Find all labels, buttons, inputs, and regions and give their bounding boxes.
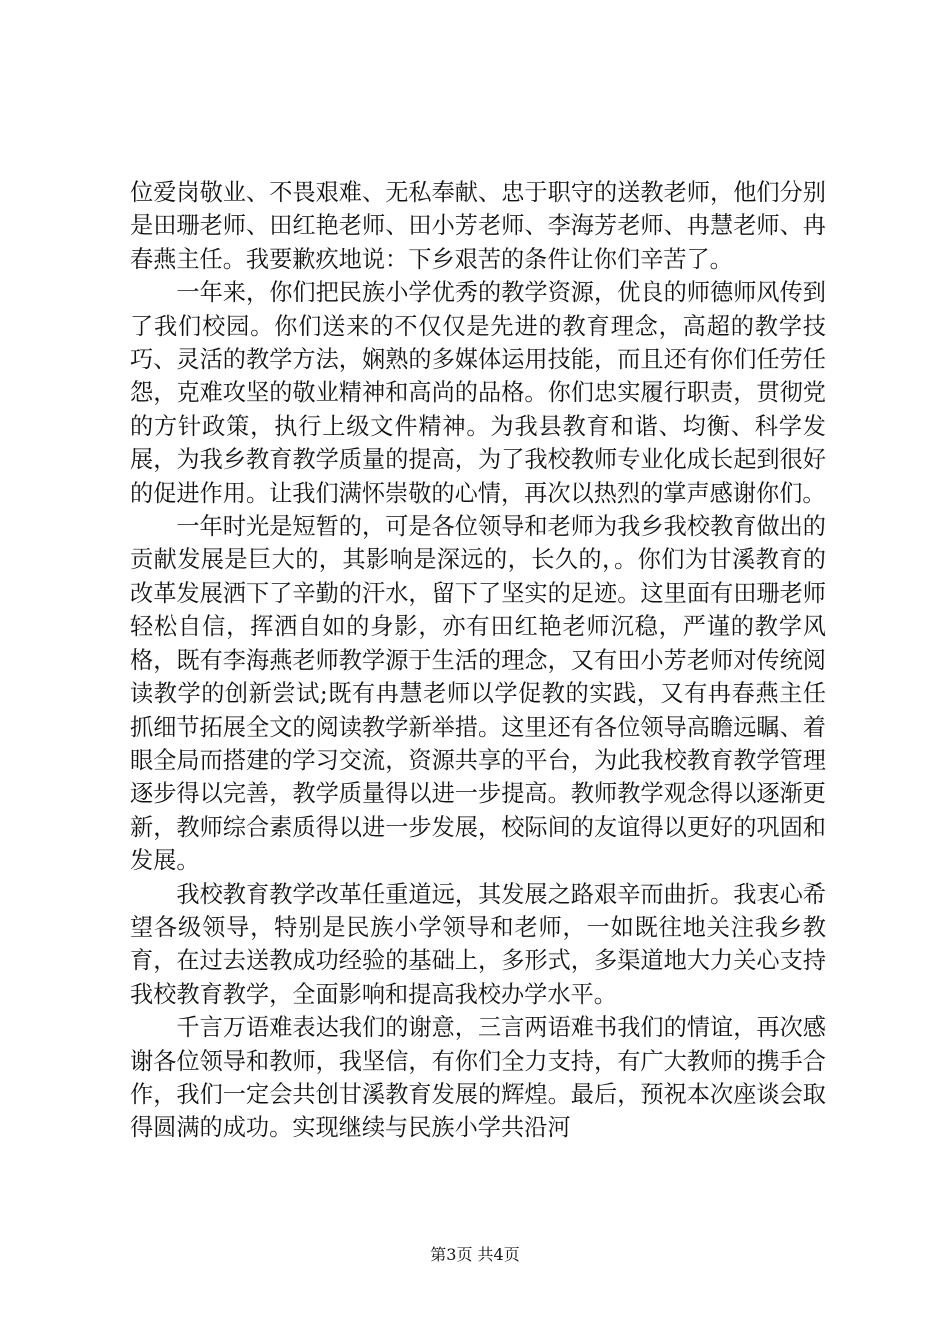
page-footer: 第3页 共4页 — [430, 1245, 520, 1264]
paragraph-1: 位爱岗敬业、不畏艰难、无私奉献、忠于职守的送教老师，他们分别是田珊老师、田红艳老师、田小芳老师、李海芳老师、冉慧老师、冉春燕主任。我要歉疚地说：下乡艰苦的条件让你们辛苦了。 — [130, 179, 826, 273]
paragraph-4: 我校教育教学改革任重道远，其发展之路艰辛而曲折。我衷心希望各级领导，特别是民族小学领导和老师，一如既往地关注我乡教育，在过去送教成功经验的基础上，多形式，多渠道地大力关心支持我校教育教学，全面影响和提高我校办学水平。 — [130, 880, 826, 1008]
paragraph-5: 千言万语难表达我们的谢意，三言两语难书我们的情谊，再次感谢各位领导和教师，我坚信，有你们全力支持，有广大教师的携手合作，我们一定会共创甘溪教育发展的辉煌。最后，预祝本次座谈会取得圆满的成功。实现继续与民族小学共沿河 — [130, 1014, 826, 1142]
document-body — [130, 176, 826, 1145]
paragraph-3: 一年时光是短暂的，可是各位领导和老师为我乡我校教育做出的贡献发展是巨大的，其影响是深远的，长久的，。你们为甘溪教育的改革发展洒下了辛勤的汗水，留下了坚实的足迹。这里面有田珊老师轻松自信，挥洒自如的身影，亦有田红艳老师沉稳，严谨的教学风格，既有李海燕老师教学源于生活的理念，又有田小芳老师对传统阅读教学的创新尝试;既有冉慧老师以学促教的实践，又有冉春燕主任抓细节拓展全文的阅读教学新举措。这里还有各位领导高瞻远瞩、着眼全局而搭建的学习交流，资源共享的平台，为此我校教育教学管理逐步得以完善，教学质量得以进一步提高。教师教学观念得以逐渐更新，教师综合素质得以进一步发展，校际间的友谊得以更好的巩固和发展。 — [130, 513, 826, 875]
paragraph-2: 一年来，你们把民族小学优秀的教学资源，优良的师德师风传到了我们校园。你们送来的不仅仅是先进的教育理念，高超的教学技巧、灵活的教学方法，娴熟的多媒体运用技能，而且还有你们任劳任怨，克难攻坚的敬业精神和高尚的品格。你们忠实履行职责，贯彻党的方针政策，执行上级文件精神。为我县教育和谐、均衡、科学发展，为我乡教育教学质量的提高，为了我校教师专业化成长起到很好的促进作用。让我们满怀崇敬的心情，再次以热烈的掌声感谢你们。 — [130, 279, 826, 507]
